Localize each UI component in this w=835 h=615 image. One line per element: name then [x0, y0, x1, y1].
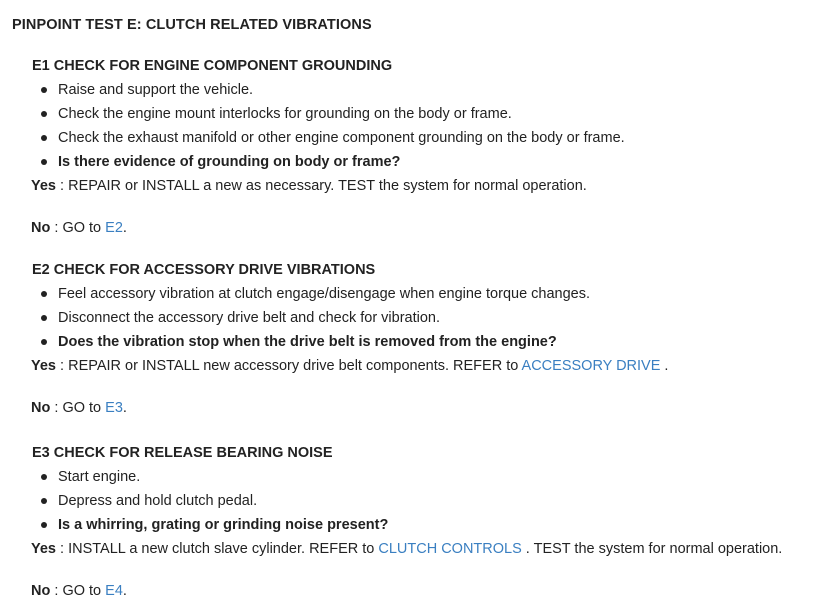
no-answer — [31, 579, 782, 603]
yes-answer — [31, 174, 625, 198]
no-text: GO to — [62, 400, 106, 416]
no-label: No — [31, 220, 51, 236]
list-item: Depress and hold clutch pedal. — [32, 489, 782, 513]
no-text: GO to — [62, 583, 106, 599]
list-item: Raise and support the vehicle. — [32, 78, 625, 102]
yes-answer — [31, 354, 668, 378]
no-end: . — [122, 583, 127, 599]
no-label: No — [31, 400, 51, 416]
goto-e4-link[interactable]: E4 — [105, 583, 123, 599]
no-label: No — [31, 583, 51, 599]
no-answer — [31, 396, 668, 420]
yes-answer — [31, 537, 782, 561]
list-item: Disconnect the accessory drive belt and check for vibration. — [32, 306, 668, 330]
accessory-drive-link[interactable]: ACCESSORY DRIVE — [521, 358, 661, 374]
no-answer — [31, 216, 625, 240]
step-heading: E3 CHECK FOR RELEASE BEARING NOISE — [32, 445, 333, 461]
yes-text: REPAIR or INSTALL a new as necessary. TEST the system for normal operation. — [68, 178, 587, 194]
yes-after: . TEST the system for normal operation. — [521, 541, 783, 557]
step-bullet-list — [32, 465, 782, 537]
step-bullet-list — [32, 282, 668, 354]
step-heading: E1 CHECK FOR ENGINE COMPONENT GROUNDING — [32, 58, 393, 74]
separator: : — [50, 583, 63, 599]
step-e2 — [32, 258, 668, 420]
yes-label: Yes — [31, 178, 56, 194]
separator: : — [50, 400, 63, 416]
separator: : — [56, 358, 69, 374]
yes-text: INSTALL a new clutch slave cylinder. REFER to — [68, 541, 379, 557]
list-item: Start engine. — [32, 465, 782, 489]
yes-after: . — [660, 358, 669, 374]
step-question: Is a whirring, grating or grinding noise present? — [32, 513, 782, 537]
no-end: . — [122, 400, 127, 416]
separator: : — [56, 541, 69, 557]
separator: : — [50, 220, 63, 236]
goto-e2-link[interactable]: E2 — [105, 220, 123, 236]
step-bullet-list — [32, 78, 625, 174]
yes-label: Yes — [31, 358, 56, 374]
step-heading: E2 CHECK FOR ACCESSORY DRIVE VIBRATIONS — [32, 262, 376, 278]
yes-label: Yes — [31, 541, 56, 557]
step-question: Is there evidence of grounding on body or frame? — [32, 150, 625, 174]
page-title: PINPOINT TEST E: CLUTCH RELATED VIBRATIONS — [12, 17, 372, 33]
no-end: . — [122, 220, 127, 236]
step-e3 — [32, 441, 782, 603]
step-question: Does the vibration stop when the drive belt is removed from the engine? — [32, 330, 668, 354]
list-item: Check the exhaust manifold or other engine component grounding on the body or frame. — [32, 126, 625, 150]
clutch-controls-link[interactable]: CLUTCH CONTROLS — [378, 541, 522, 557]
goto-e3-link[interactable]: E3 — [105, 400, 123, 416]
list-item: Feel accessory vibration at clutch engage/disengage when engine torque changes. — [32, 282, 668, 306]
step-e1 — [32, 54, 625, 240]
yes-text: REPAIR or INSTALL new accessory drive belt components. REFER to — [68, 358, 522, 374]
no-text: GO to — [62, 220, 106, 236]
list-item: Check the engine mount interlocks for grounding on the body or frame. — [32, 102, 625, 126]
separator: : — [56, 178, 69, 194]
